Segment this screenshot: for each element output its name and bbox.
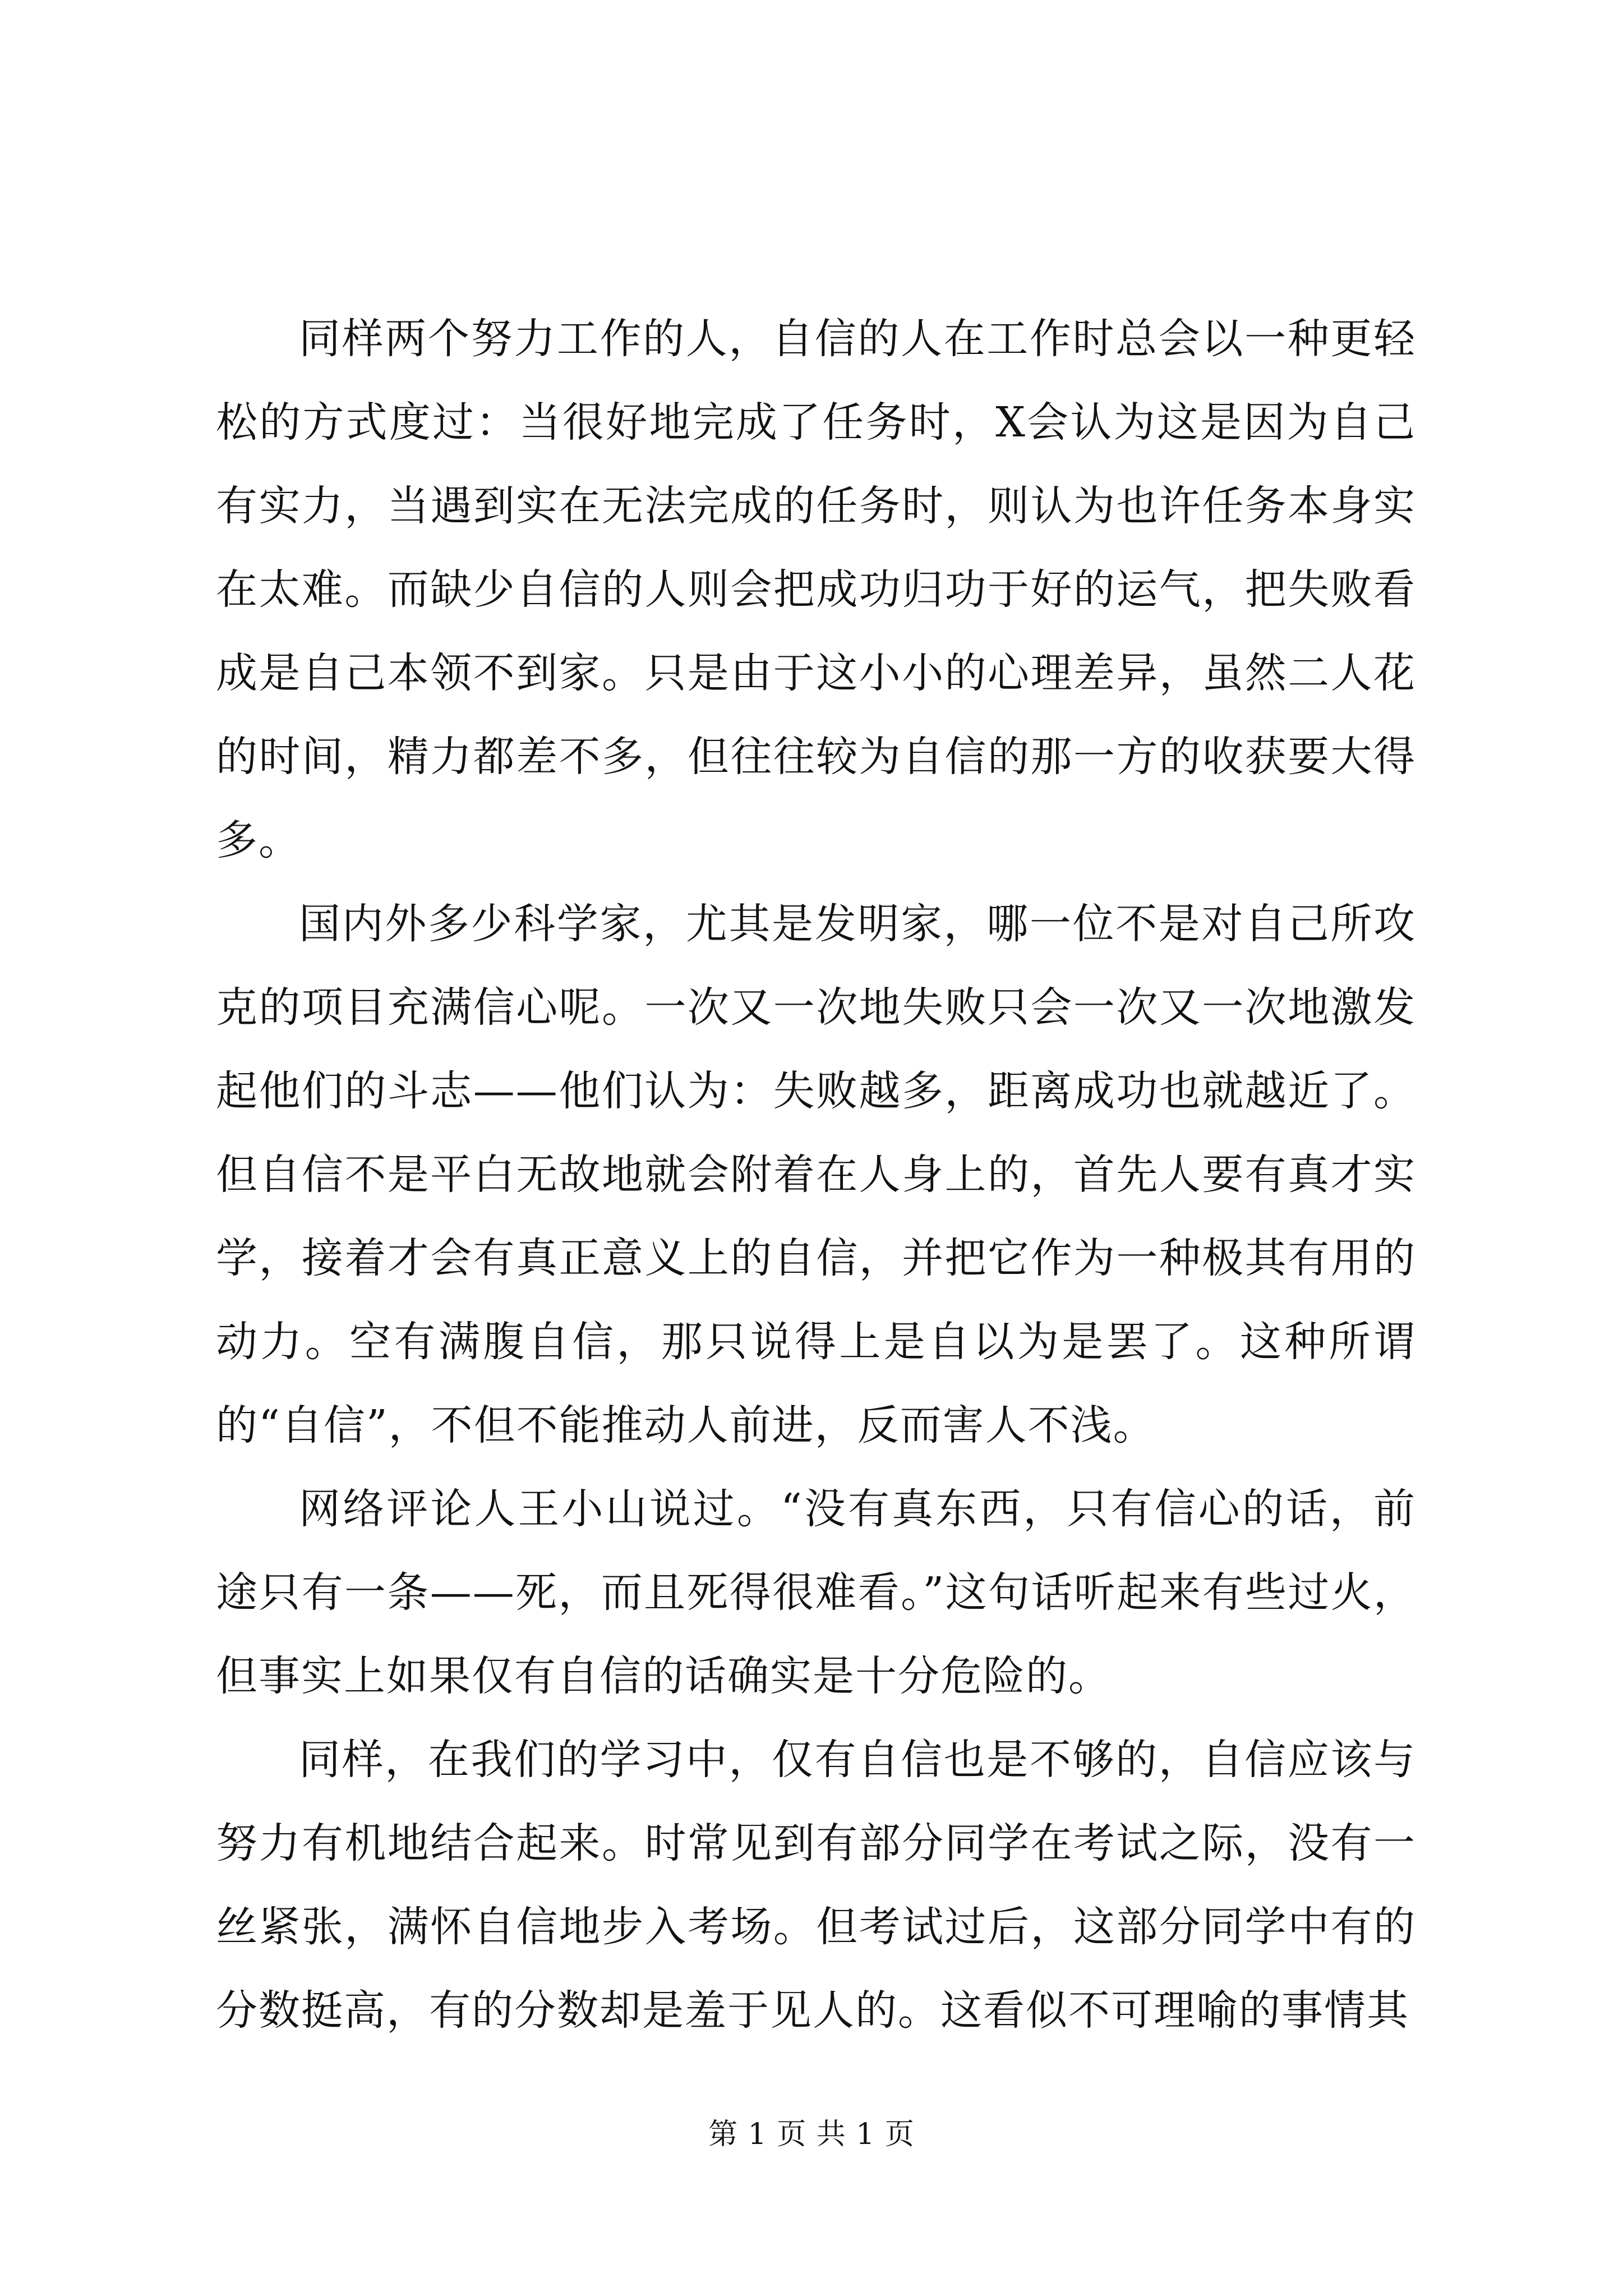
paragraph-3: 网络评论人王小山说过。“没有真东西，只有信心的话，前途只有一条——死，而且死得很难看。”这句话听起来有些过火，但事实上如果仅有自信的话确实是十分危险的。 bbox=[216, 1485, 1416, 1700]
page-footer: 第 1 页 共 1 页 bbox=[708, 2118, 915, 2151]
paragraph-2: 国内外多少科学家，尤其是发明家，哪一位不是对自己所攻克的项目充满信心呢。一次又一次地失败只会一次又一次地激发起他们的斗志——他们认为：失败越多，距离成功也就越近了。但自信不是平白无故地就会附着在人身上的，首先人要有真才实学，接着才会有真正意义上的自信，并把它作为一种极其有用的动力。空有满腹自信，那只说得上是自以为是罢了。这种所谓的“自信”，不但不能推动人前进，反而害人不浅。 bbox=[216, 900, 1416, 1450]
document-body bbox=[216, 297, 1416, 2053]
paragraph-4: 同样，在我们的学习中，仅有自信也是不够的，自信应该与努力有机地结合起来。时常见到有部分同学在考试之际，没有一丝紧张，满怀自信地步入考场。但考试过后，这部分同学中有的分数挺高，有的分数却是羞于见人的。这看似不可理喻的事情其 bbox=[216, 1736, 1416, 2035]
paragraph-1: 同样两个努力工作的人，自信的人在工作时总会以一种更轻松的方式度过：当很好地完成了任务时，X会认为这是因为自己有实力，当遇到实在无法完成的任务时，则认为也许任务本身实在太难。而缺少自信的人则会把成功归功于好的运气，把失败看成是自己本领不到家。只是由于这小小的心理差异，虽然二人花的时间，精力都差不多，但往往较为自信的那一方的收获要大得多。 bbox=[216, 315, 1416, 864]
